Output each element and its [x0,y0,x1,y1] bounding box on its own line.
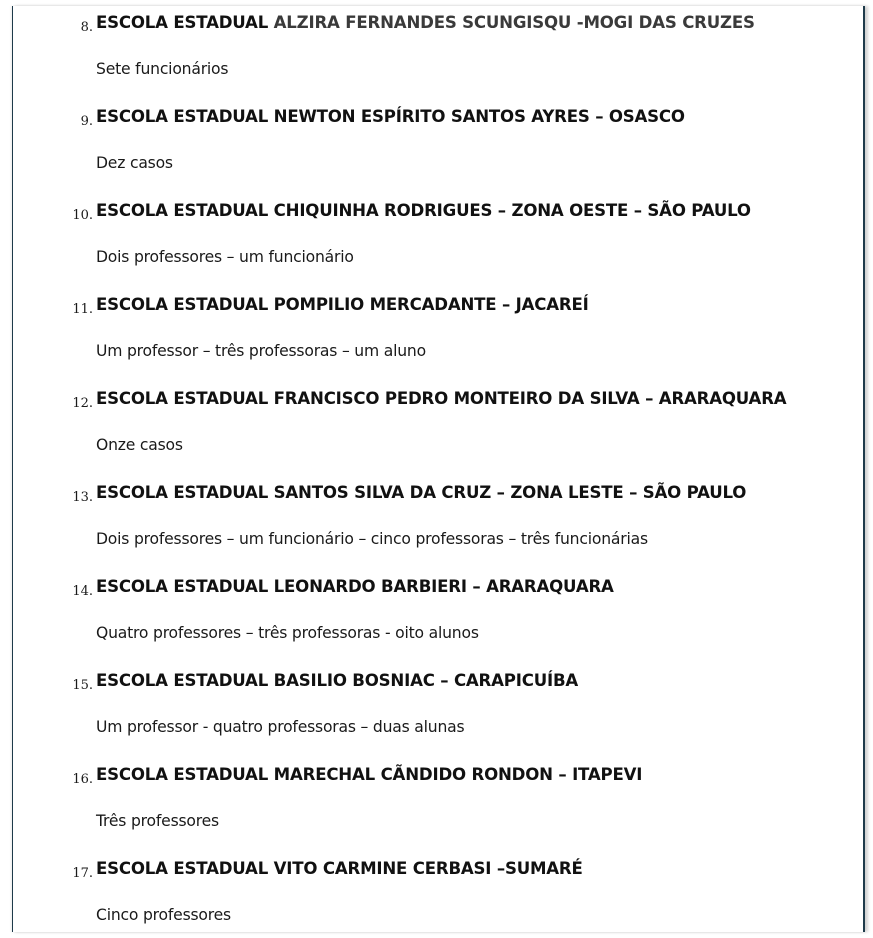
school-title [96,201,751,220]
school-title-name: BASILIO BOSNIAC – CARAPICUÍBA [273,671,579,690]
case-description: Cinco professores [96,906,231,924]
school-title [96,671,578,690]
case-description: Quatro professores – três professoras - oito alunos [96,624,479,642]
list-number: 13. [72,490,93,505]
list-number: 12. [72,396,93,411]
school-title-prefix: ESCOLA ESTADUAL [96,201,269,220]
school-title-prefix: ESCOLA ESTADUAL [96,107,269,126]
school-title [96,859,583,878]
school-title-prefix: ESCOLA ESTADUAL [96,13,269,32]
case-description: Um professor – três professoras – um aluno [96,342,426,360]
school-title-name: FRANCISCO PEDRO MONTEIRO DA SILVA – ARARAQUARA [273,389,787,408]
school-title [96,107,685,126]
school-title-prefix: ESCOLA ESTADUAL [96,295,269,314]
list-number: 17. [72,866,93,881]
case-description: Sete funcionários [96,60,229,78]
list-number: 16. [72,772,93,787]
school-title-prefix: ESCOLA ESTADUAL [96,859,269,878]
school-title-name: SANTOS SILVA DA CRUZ – ZONA LESTE – SÃO PAULO [273,483,747,502]
list-number: 11. [72,302,93,317]
list-number: 14. [72,584,93,599]
school-title [96,765,642,784]
school-title-prefix: ESCOLA ESTADUAL [96,389,269,408]
school-title [96,13,755,32]
school-title-name: NEWTON ESPÍRITO SANTOS AYRES – OSASCO [273,107,685,126]
case-description: Dez casos [96,154,173,172]
case-description: Três professores [96,812,219,830]
document-page [12,6,865,932]
school-title-prefix: ESCOLA ESTADUAL [96,765,269,784]
list-number: 10. [72,208,93,223]
school-title-prefix: ESCOLA ESTADUAL [96,483,269,502]
school-title [96,295,589,314]
school-title-name: POMPILIO MERCADANTE – JACAREÍ [273,295,589,314]
school-title-prefix: ESCOLA ESTADUAL [96,671,269,690]
school-title-prefix: ESCOLA ESTADUAL [96,577,269,596]
school-title-name: ALZIRA FERNANDES SCUNGISQU -MOGI DAS CRUZES [273,13,755,32]
school-title [96,577,614,596]
case-description: Dois professores – um funcionário [96,248,354,266]
case-description: Dois professores – um funcionário – cinco professoras – três funcionárias [96,530,648,548]
school-title-name: MARECHAL CÃNDIDO RONDON – ITAPEVI [273,765,643,784]
list-number: 15. [72,678,93,693]
school-title [96,483,746,502]
list-number: 8. [80,20,93,35]
case-description: Um professor - quatro professoras – duas alunas [96,718,465,736]
school-title [96,389,786,408]
list-number: 9. [80,114,93,129]
school-title-name: VITO CARMINE CERBASI –SUMARÉ [273,859,583,878]
school-title-name: LEONARDO BARBIERI – ARARAQUARA [273,577,614,596]
case-description: Onze casos [96,436,183,454]
school-title-name: CHIQUINHA RODRIGUES – ZONA OESTE – SÃO PAULO [273,201,751,220]
